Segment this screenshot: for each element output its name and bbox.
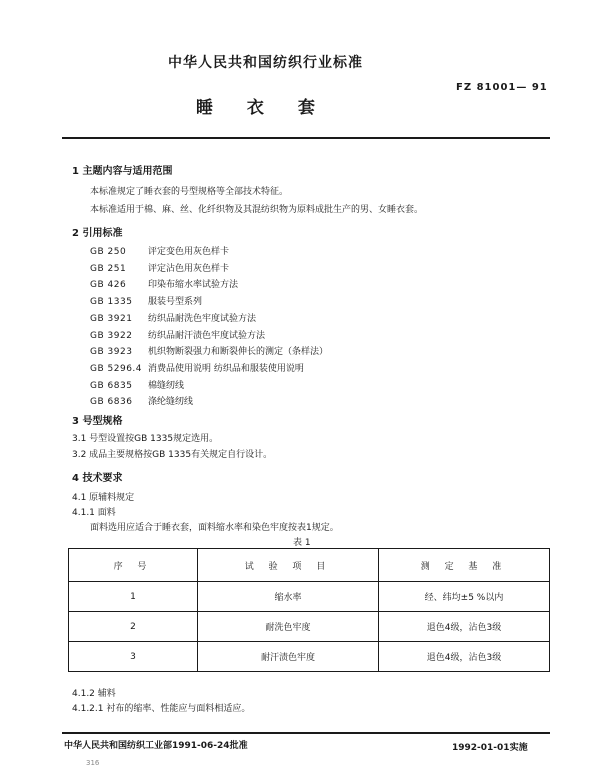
fabric-paragraph: 面料选用应适合于睡衣套，面料缩水率和染色牢度按表1规定。	[90, 523, 339, 533]
clause-4-1: 4.1 原辅料规定	[72, 493, 135, 503]
section4-heading: 4 技术要求	[72, 473, 123, 484]
reference-code: GB 3922	[90, 330, 133, 341]
table-row	[69, 642, 550, 672]
clause-4-1-2-1: 4.1.2.1 衬布的缩率、性能应与面料相适应。	[72, 704, 251, 714]
reference-code: GB 3921	[90, 313, 133, 324]
reference-item	[90, 244, 328, 261]
table-header-cell: 测 定 基 准	[379, 549, 550, 582]
section1-paragraph1: 本标准规定了睡衣套的号型规格等全部技术特征。	[90, 187, 289, 197]
footer-rule	[62, 732, 550, 734]
reference-code: GB 6835	[90, 380, 133, 391]
reference-item	[90, 378, 328, 395]
standard-code: FZ 81001— 91	[456, 82, 548, 93]
reference-code: GB 6836	[90, 397, 133, 408]
effective-date: 1992-01-01实施	[452, 743, 528, 753]
table-header-cell: 试 验 项 目	[198, 549, 379, 582]
reference-item	[90, 311, 328, 328]
table-cell: 2	[69, 612, 198, 642]
reference-item	[90, 361, 328, 378]
reference-code: GB 250	[90, 247, 127, 257]
reference-title: 纺织品耐洗色牢度试验方法	[148, 313, 257, 324]
approval-line: 中华人民共和国纺织工业部1991-06-24批准	[64, 741, 248, 751]
section1-paragraph2: 本标准适用于棉、麻、丝、化纤织物及其混纺织物为原料成批生产的男、女睡衣套。	[90, 205, 424, 215]
table-row	[69, 612, 550, 642]
clause-4-1-1: 4.1.1 面料	[72, 508, 116, 518]
standard-category: 中华人民共和国纺织行业标准	[168, 55, 363, 71]
section3-heading: 3 号型规格	[72, 416, 123, 427]
reference-title: 机织物断裂强力和断裂伸长的测定（条样法）	[148, 347, 329, 358]
reference-title: 评定变色用灰色样卡	[148, 247, 230, 257]
table-cell: 经、纬均±5 %以内	[379, 582, 550, 612]
doc-title: 睡 衣 套	[196, 98, 329, 118]
table-cell: 退色4级，沾色3级	[379, 612, 550, 642]
table-cell: 1	[69, 582, 198, 612]
header-rule	[62, 137, 550, 139]
section2-heading: 2 引用标准	[72, 228, 123, 239]
table-cell: 耐汗渍色牢度	[198, 642, 379, 672]
spec-table	[68, 548, 550, 672]
reference-item	[90, 328, 328, 345]
reference-code: GB 251	[90, 263, 127, 274]
page-number: 316	[86, 759, 100, 767]
table-caption: 表 1	[293, 538, 311, 548]
table-cell: 缩水率	[198, 582, 379, 612]
clause-3-1: 3.1 号型设置按GB 1335规定选用。	[72, 434, 219, 444]
reference-code: GB 1335	[90, 297, 133, 308]
section1-heading: 1 主题内容与适用范围	[72, 166, 173, 177]
table-row	[69, 582, 550, 612]
reference-title: 服装号型系列	[148, 297, 203, 308]
reference-item	[90, 277, 328, 294]
reference-title: 棉缝纫线	[148, 380, 185, 391]
reference-title: 消费品使用说明 纺织品和服装使用说明	[148, 363, 304, 374]
reference-item	[90, 261, 328, 278]
table-cell: 3	[69, 642, 198, 672]
reference-title: 涤纶缝纫线	[148, 397, 194, 408]
reference-item	[90, 344, 328, 361]
reference-title: 印染布缩水率试验方法	[148, 280, 239, 291]
clause-3-2: 3.2 成品主要规格按GB 1335有关规定自行设计。	[72, 450, 273, 460]
reference-item	[90, 394, 328, 411]
table-header-cell: 序 号	[69, 549, 198, 582]
reference-title: 纺织品耐汗渍色牢度试验方法	[148, 330, 266, 341]
clause-4-1-2: 4.1.2 辅料	[72, 689, 116, 699]
reference-title: 评定沾色用灰色样卡	[148, 263, 230, 274]
reference-list	[90, 244, 328, 411]
reference-item	[90, 294, 328, 311]
reference-code: GB 5296.4	[90, 363, 143, 374]
table-cell: 退色4级，沾色3级	[379, 642, 550, 672]
table-cell: 耐洗色牢度	[198, 612, 379, 642]
reference-code: GB 426	[90, 280, 127, 291]
table-header-row	[69, 549, 550, 582]
reference-code: GB 3923	[90, 347, 133, 358]
